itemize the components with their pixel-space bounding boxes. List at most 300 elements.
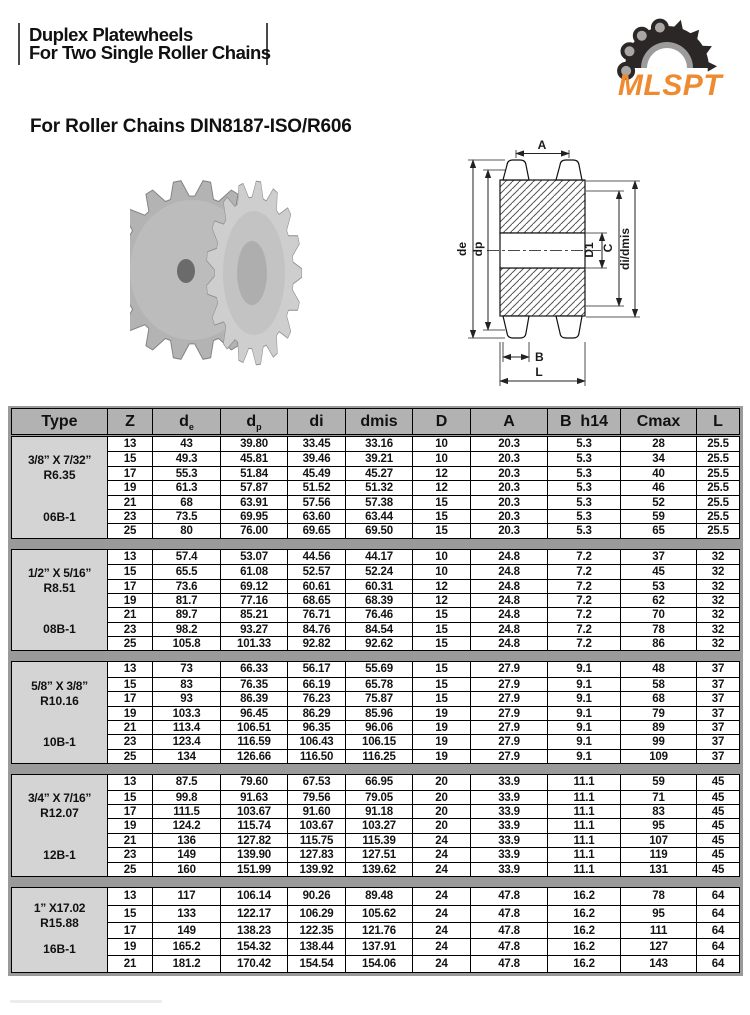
table-cell: 24 xyxy=(412,905,470,922)
table-cell: 9.1 xyxy=(547,662,620,676)
table-cell: 12 xyxy=(412,579,470,593)
table-cell: 16.2 xyxy=(547,955,620,972)
table-cell: 96.45 xyxy=(220,706,287,720)
table-cell: 17 xyxy=(107,922,152,939)
table-cell: 19 xyxy=(107,593,152,607)
spec-group-12B-1 xyxy=(11,774,740,877)
table-cell: 86 xyxy=(620,636,696,650)
table-cell: 121.76 xyxy=(345,922,412,939)
table-cell: 15 xyxy=(412,636,470,650)
table-cell: 115.74 xyxy=(220,818,287,832)
table-cell: 64 xyxy=(696,922,739,939)
table-cell: 27.9 xyxy=(470,662,547,676)
type-size-label: 3/4” X 7/16” xyxy=(27,791,92,806)
table-cell: 77.16 xyxy=(220,593,287,607)
table-cell: 15 xyxy=(412,523,470,537)
table-cell: 78 xyxy=(620,622,696,636)
table-cell: 136 xyxy=(152,833,220,847)
table-cell: 24 xyxy=(412,955,470,972)
table-cell: 53 xyxy=(620,579,696,593)
table-cell: 45.49 xyxy=(287,466,345,480)
group-separator xyxy=(11,877,740,886)
table-cell: 80 xyxy=(152,523,220,537)
table-cell: 25.5 xyxy=(696,451,739,465)
table-cell: 11.1 xyxy=(547,847,620,861)
table-cell: 7.2 xyxy=(547,593,620,607)
table-cell: 39.21 xyxy=(345,451,412,465)
group-separator xyxy=(11,764,740,773)
column-header: $d_e$ xyxy=(152,409,220,434)
subtitle: For Roller Chains DIN8187-ISO/R606 xyxy=(30,116,352,137)
type-code-label: 10B-1 xyxy=(43,734,76,749)
label-b: B xyxy=(535,350,544,364)
table-header-row xyxy=(11,408,740,435)
table-cell: 83 xyxy=(152,677,220,691)
table-cell: 138.23 xyxy=(220,922,287,939)
column-header: L xyxy=(696,409,739,434)
table-cell: 27.9 xyxy=(470,677,547,691)
table-cell: 20.3 xyxy=(470,509,547,523)
table-cell: 95 xyxy=(620,905,696,922)
column-header: A xyxy=(470,409,547,434)
table-cell: 33.9 xyxy=(470,804,547,818)
table-cell: 106.14 xyxy=(220,888,287,905)
table-cell: 58 xyxy=(620,677,696,691)
table-cell: 24 xyxy=(412,833,470,847)
table-cell: 37 xyxy=(696,734,739,748)
table-cell: 95 xyxy=(620,818,696,832)
table-cell: 16.2 xyxy=(547,905,620,922)
table-cell: 32 xyxy=(696,579,739,593)
table-cell: 143 xyxy=(620,955,696,972)
table-cell: 66.33 xyxy=(220,662,287,676)
table-cell: 5.3 xyxy=(547,523,620,537)
table-cell: 24.8 xyxy=(470,622,547,636)
table-cell: 32 xyxy=(696,607,739,621)
table-cell: 24.8 xyxy=(470,636,547,650)
table-cell: 111.5 xyxy=(152,804,220,818)
table-cell: 86.39 xyxy=(220,691,287,705)
table-cell: 124.2 xyxy=(152,818,220,832)
table-cell: 170.42 xyxy=(220,955,287,972)
table-cell: 5.3 xyxy=(547,466,620,480)
table-cell: 106.29 xyxy=(287,905,345,922)
table-cell: 19 xyxy=(412,734,470,748)
table-cell: 13 xyxy=(107,888,152,905)
table-cell: 19 xyxy=(107,706,152,720)
table-cell: 115.75 xyxy=(287,833,345,847)
footer-line xyxy=(10,1000,162,1003)
dim-l xyxy=(500,342,585,386)
table-cell: 122.17 xyxy=(220,905,287,922)
table-cell: 103.67 xyxy=(220,804,287,818)
table-cell: 19 xyxy=(412,720,470,734)
table-cell: 133 xyxy=(152,905,220,922)
table-cell: 25.5 xyxy=(696,466,739,480)
table-cell: 116.50 xyxy=(287,749,345,763)
table-cell: 131 xyxy=(620,862,696,876)
column-header: Z xyxy=(107,409,152,434)
table-cell: 25 xyxy=(107,636,152,650)
type-code-label: 12B-1 xyxy=(43,847,76,862)
table-cell: 25 xyxy=(107,749,152,763)
table-cell: 9.1 xyxy=(547,734,620,748)
table-cell: 32 xyxy=(696,636,739,650)
table-cell: 13 xyxy=(107,662,152,676)
table-cell: 76.35 xyxy=(220,677,287,691)
table-cell: 85.21 xyxy=(220,607,287,621)
table-cell: 20.3 xyxy=(470,523,547,537)
table-cell: 39.46 xyxy=(287,451,345,465)
table-cell: 69.95 xyxy=(220,509,287,523)
table-cell: 139.92 xyxy=(287,862,345,876)
type-cell xyxy=(12,550,107,651)
table-cell: 45 xyxy=(696,804,739,818)
label-a: A xyxy=(537,140,547,152)
table-cell: 56.17 xyxy=(287,662,345,676)
table-cell: 90.26 xyxy=(287,888,345,905)
table-cell: 9.1 xyxy=(547,720,620,734)
table-cell: 64 xyxy=(696,955,739,972)
table-cell: 25 xyxy=(107,523,152,537)
table-cell: 23 xyxy=(107,734,152,748)
table-cell: 21 xyxy=(107,833,152,847)
table-cell: 20 xyxy=(412,804,470,818)
table-cell: 127.83 xyxy=(287,847,345,861)
spec-group-08B-1 xyxy=(11,549,740,652)
column-header: dmis xyxy=(345,409,412,434)
table-cell: 139.90 xyxy=(220,847,287,861)
table-cell: 139.62 xyxy=(345,862,412,876)
table-cell: 11.1 xyxy=(547,790,620,804)
table-cell: 24 xyxy=(412,847,470,861)
table-cell: 25 xyxy=(107,862,152,876)
table-cell: 15 xyxy=(107,790,152,804)
table-cell: 70 xyxy=(620,607,696,621)
type-size-label: 1/2” X 5/16” xyxy=(27,565,92,580)
table-cell: 154.54 xyxy=(287,955,345,972)
label-c: C xyxy=(601,243,615,253)
page-title xyxy=(18,23,271,65)
table-cell: 20 xyxy=(412,818,470,832)
table-cell: 92.82 xyxy=(287,636,345,650)
title-line-2: For Two Single Roller Chains xyxy=(29,42,271,63)
table-cell: 15 xyxy=(107,564,152,578)
table-cell: 71 xyxy=(620,790,696,804)
table-cell: 154.32 xyxy=(220,938,287,955)
table-cell: 7.2 xyxy=(547,622,620,636)
table-cell: 91.63 xyxy=(220,790,287,804)
type-cell xyxy=(12,775,107,876)
table-cell: 37 xyxy=(696,720,739,734)
table-cell: 63.60 xyxy=(287,509,345,523)
label-d1: D1 xyxy=(582,242,596,258)
table-cell: 40 xyxy=(620,466,696,480)
table-cell: 86.29 xyxy=(287,706,345,720)
table-cell: 33.45 xyxy=(287,437,345,451)
label-didmis: di/dmis xyxy=(618,227,632,271)
table-cell: 47.8 xyxy=(470,888,547,905)
table-cell: 17 xyxy=(107,691,152,705)
table-cell: 7.2 xyxy=(547,607,620,621)
table-cell: 47.8 xyxy=(470,905,547,922)
table-cell: 127 xyxy=(620,938,696,955)
table-cell: 76.23 xyxy=(287,691,345,705)
table-cell: 69.50 xyxy=(345,523,412,537)
table-cell: 20.3 xyxy=(470,480,547,494)
table-cell: 60.61 xyxy=(287,579,345,593)
table-cell: 99 xyxy=(620,734,696,748)
table-cell: 75.87 xyxy=(345,691,412,705)
table-cell: 149 xyxy=(152,922,220,939)
type-radius-label: R12.07 xyxy=(40,806,79,821)
table-cell: 45.27 xyxy=(345,466,412,480)
table-cell: 45 xyxy=(696,818,739,832)
table-cell: 37 xyxy=(696,749,739,763)
table-cell: 79.60 xyxy=(220,775,287,789)
type-size-label: 1” X17.02 xyxy=(33,900,86,915)
table-cell: 68.65 xyxy=(287,593,345,607)
type-cell xyxy=(12,888,107,972)
table-cell: 51.52 xyxy=(287,480,345,494)
table-cell: 105.62 xyxy=(345,905,412,922)
table-cell: 93.27 xyxy=(220,622,287,636)
table-cell: 119 xyxy=(620,847,696,861)
table-cell: 53.07 xyxy=(220,550,287,564)
table-cell: 89.48 xyxy=(345,888,412,905)
table-cell: 9.1 xyxy=(547,706,620,720)
table-cell: 49.3 xyxy=(152,451,220,465)
table-cell: 12 xyxy=(412,480,470,494)
spec-group-06B-1 xyxy=(11,436,740,539)
table-cell: 15 xyxy=(412,691,470,705)
table-cell: 9.1 xyxy=(547,691,620,705)
table-cell: 5.3 xyxy=(547,495,620,509)
table-cell: 28 xyxy=(620,437,696,451)
table-cell: 151.99 xyxy=(220,862,287,876)
type-size-label: 3/8” X 7/32” xyxy=(27,453,92,468)
table-cell: 47.8 xyxy=(470,922,547,939)
table-cell: 33.9 xyxy=(470,775,547,789)
table-cell: 13 xyxy=(107,550,152,564)
table-cell: 76.00 xyxy=(220,523,287,537)
type-code-label: 16B-1 xyxy=(43,941,76,956)
type-code-label: 06B-1 xyxy=(43,509,76,524)
table-cell: 73.6 xyxy=(152,579,220,593)
type-cell xyxy=(12,437,107,538)
table-cell: 45 xyxy=(696,847,739,861)
table-cell: 11.1 xyxy=(547,818,620,832)
table-cell: 79 xyxy=(620,706,696,720)
brand-logo xyxy=(575,16,740,104)
table-cell: 15 xyxy=(412,509,470,523)
table-cell: 24.8 xyxy=(470,579,547,593)
table-cell: 45.81 xyxy=(220,451,287,465)
table-cell: 11.1 xyxy=(547,862,620,876)
table-cell: 84.54 xyxy=(345,622,412,636)
table-cell: 33.16 xyxy=(345,437,412,451)
table-cell: 44.56 xyxy=(287,550,345,564)
table-cell: 10 xyxy=(412,451,470,465)
table-cell: 12 xyxy=(412,466,470,480)
table-cell: 123.4 xyxy=(152,734,220,748)
table-cell: 69.65 xyxy=(287,523,345,537)
table-cell: 39.80 xyxy=(220,437,287,451)
table-cell: 7.2 xyxy=(547,550,620,564)
dim-a xyxy=(516,140,569,158)
table-cell: 19 xyxy=(412,749,470,763)
table-cell: 65 xyxy=(620,523,696,537)
table-cell: 106.51 xyxy=(220,720,287,734)
table-cell: 52.57 xyxy=(287,564,345,578)
table-cell: 98.2 xyxy=(152,622,220,636)
table-cell: 113.4 xyxy=(152,720,220,734)
table-cell: 37 xyxy=(696,691,739,705)
table-cell: 59 xyxy=(620,775,696,789)
label-dp: dp xyxy=(471,241,485,257)
table-cell: 20.3 xyxy=(470,451,547,465)
table-cell: 103.67 xyxy=(287,818,345,832)
table-cell: 25.5 xyxy=(696,437,739,451)
table-cell: 48 xyxy=(620,662,696,676)
table-cell: 19 xyxy=(107,938,152,955)
table-cell: 34 xyxy=(620,451,696,465)
spec-group-16B-1 xyxy=(11,887,740,973)
table-cell: 11.1 xyxy=(547,775,620,789)
table-cell: 24 xyxy=(412,888,470,905)
column-header: Cmax xyxy=(620,409,696,434)
column-header: Type xyxy=(41,413,78,430)
table-cell: 45 xyxy=(696,833,739,847)
table-cell: 66.19 xyxy=(287,677,345,691)
table-cell: 181.2 xyxy=(152,955,220,972)
table-cell: 20 xyxy=(412,775,470,789)
table-cell: 137.91 xyxy=(345,938,412,955)
table-cell: 23 xyxy=(107,847,152,861)
table-cell: 15 xyxy=(412,495,470,509)
dim-b xyxy=(503,342,544,364)
technical-diagram xyxy=(435,140,740,398)
table-cell: 59 xyxy=(620,509,696,523)
table-cell: 43 xyxy=(152,437,220,451)
group-separator xyxy=(11,651,740,660)
table-cell: 91.60 xyxy=(287,804,345,818)
table-cell: 15 xyxy=(107,905,152,922)
table-cell: 57.87 xyxy=(220,480,287,494)
table-cell: 68 xyxy=(152,495,220,509)
table-cell: 64 xyxy=(696,888,739,905)
table-cell: 55.69 xyxy=(345,662,412,676)
table-cell: 65.5 xyxy=(152,564,220,578)
table-cell: 25.5 xyxy=(696,509,739,523)
table-cell: 27.9 xyxy=(470,720,547,734)
table-cell: 10 xyxy=(412,564,470,578)
table-cell: 76.71 xyxy=(287,607,345,621)
table-cell: 24.8 xyxy=(470,607,547,621)
spec-table xyxy=(8,406,743,976)
table-cell: 47.8 xyxy=(470,938,547,955)
label-l: L xyxy=(535,365,543,379)
table-groups xyxy=(11,436,740,973)
table-cell: 19 xyxy=(412,706,470,720)
table-cell: 17 xyxy=(107,579,152,593)
table-cell: 57.38 xyxy=(345,495,412,509)
table-cell: 44.17 xyxy=(345,550,412,564)
label-de: de xyxy=(455,241,469,257)
table-cell: 154.06 xyxy=(345,955,412,972)
table-cell: 52.24 xyxy=(345,564,412,578)
table-cell: 103.3 xyxy=(152,706,220,720)
table-cell: 45 xyxy=(696,862,739,876)
table-cell: 109 xyxy=(620,749,696,763)
table-cell: 67.53 xyxy=(287,775,345,789)
table-cell: 27.9 xyxy=(470,749,547,763)
table-cell: 81.7 xyxy=(152,593,220,607)
table-cell: 25.5 xyxy=(696,523,739,537)
table-cell: 19 xyxy=(107,480,152,494)
table-cell: 37 xyxy=(620,550,696,564)
table-cell: 79.05 xyxy=(345,790,412,804)
table-cell: 78 xyxy=(620,888,696,905)
type-radius-label: R15.88 xyxy=(40,915,79,930)
table-cell: 91.18 xyxy=(345,804,412,818)
table-cell: 64 xyxy=(696,905,739,922)
table-cell: 55.3 xyxy=(152,466,220,480)
table-cell: 37 xyxy=(696,662,739,676)
table-cell: 5.3 xyxy=(547,480,620,494)
table-cell: 17 xyxy=(107,466,152,480)
title-line-1: Duplex Platewheels xyxy=(29,24,193,45)
table-cell: 21 xyxy=(107,955,152,972)
table-cell: 32 xyxy=(696,564,739,578)
table-cell: 66.95 xyxy=(345,775,412,789)
sprocket-photo xyxy=(130,166,320,378)
table-cell: 83 xyxy=(620,804,696,818)
table-cell: 15 xyxy=(107,677,152,691)
table-cell: 33.9 xyxy=(470,847,547,861)
table-cell: 33.9 xyxy=(470,833,547,847)
table-cell: 46 xyxy=(620,480,696,494)
table-cell: 23 xyxy=(107,509,152,523)
table-cell: 37 xyxy=(696,706,739,720)
table-cell: 47.8 xyxy=(470,955,547,972)
table-cell: 115.39 xyxy=(345,833,412,847)
table-cell: 96.06 xyxy=(345,720,412,734)
table-cell: 24 xyxy=(412,922,470,939)
table-cell: 89.7 xyxy=(152,607,220,621)
table-cell: 16.2 xyxy=(547,888,620,905)
table-cell: 5.3 xyxy=(547,509,620,523)
table-cell: 89 xyxy=(620,720,696,734)
bore-hole xyxy=(177,259,195,283)
table-cell: 68.39 xyxy=(345,593,412,607)
table-cell: 24.8 xyxy=(470,550,547,564)
table-cell: 5.3 xyxy=(547,451,620,465)
table-cell: 7.2 xyxy=(547,579,620,593)
table-cell: 13 xyxy=(107,775,152,789)
type-code-label: 08B-1 xyxy=(43,622,76,637)
spec-group-10B-1 xyxy=(11,661,740,764)
table-cell: 138.44 xyxy=(287,938,345,955)
table-cell: 149 xyxy=(152,847,220,861)
table-cell: 33.9 xyxy=(470,790,547,804)
table-cell: 69.12 xyxy=(220,579,287,593)
table-cell: 10 xyxy=(412,550,470,564)
column-header: di xyxy=(287,409,345,434)
table-cell: 24.8 xyxy=(470,564,547,578)
table-cell: 79.56 xyxy=(287,790,345,804)
table-cell: 76.46 xyxy=(345,607,412,621)
